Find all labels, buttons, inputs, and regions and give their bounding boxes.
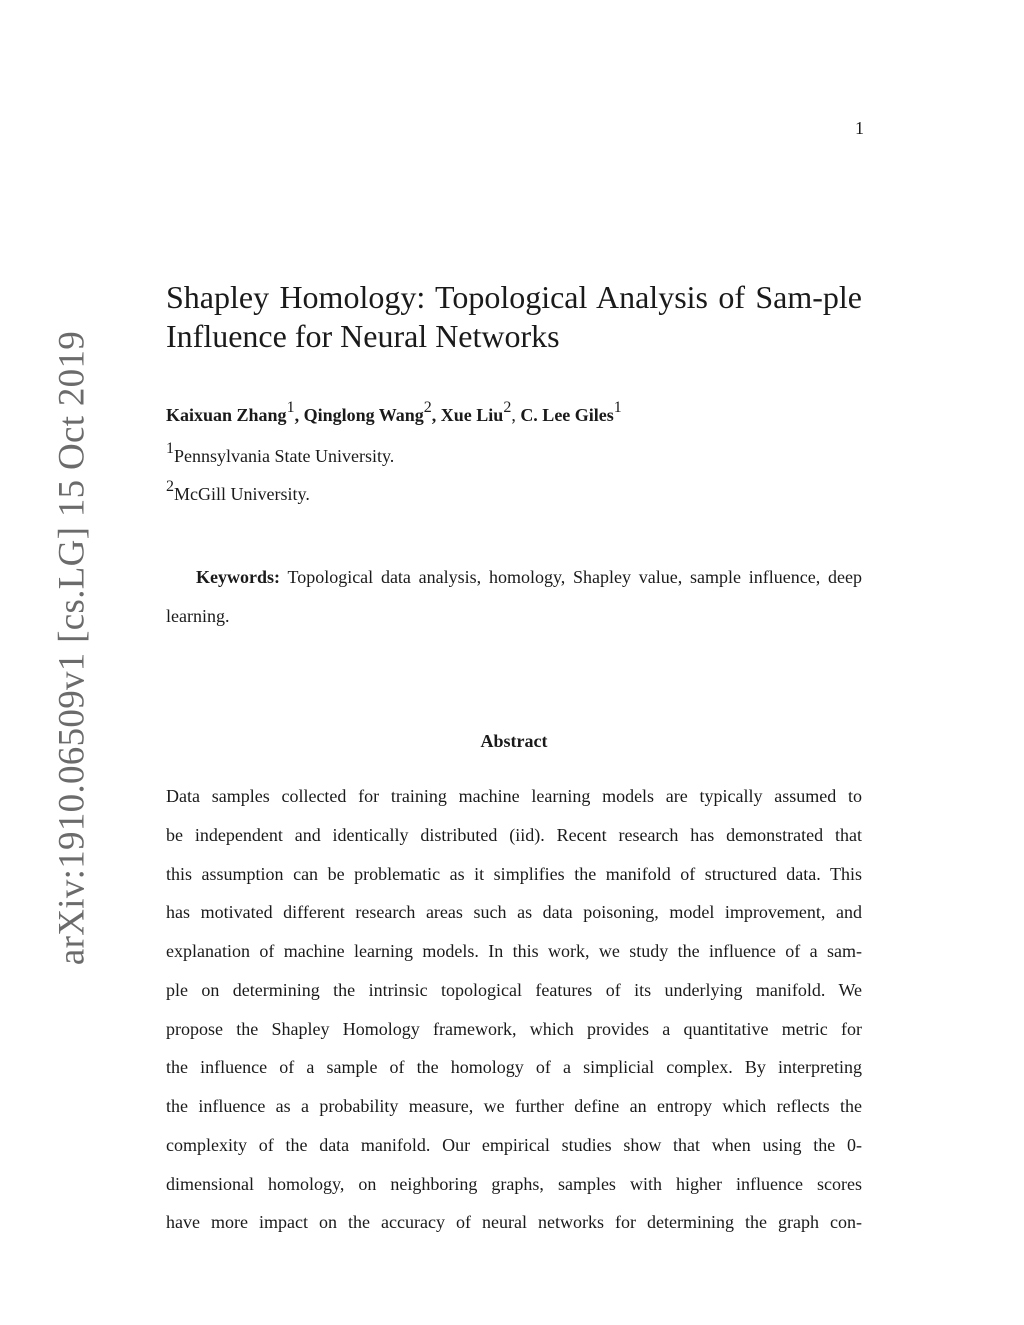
abstract-line: Data samples collected for training machine learning models are typically assumed to <box>166 786 862 806</box>
affiliation <box>166 478 310 507</box>
author-separator: , <box>294 405 304 425</box>
paper-title: Shapley Homology: Topological Analysis of Sam-ple Influence for Neural Networks <box>166 279 862 354</box>
abstract-line: have more impact on the accuracy of neural networks for determining the graph con- <box>166 1212 862 1233</box>
abstract-line: complexity of the data manifold. Our empirical studies show that when using the 0- <box>166 1134 862 1155</box>
author-name: C. Lee Giles <box>520 405 614 425</box>
author-affiliation-marker: 1 <box>613 399 622 417</box>
abstract-line: be independent and identically distributed (iid). Recent research has demonstrated that <box>166 824 862 845</box>
author-affiliation-marker: 2 <box>503 399 512 417</box>
affiliation-marker: 2 <box>166 478 174 496</box>
author-separator: , <box>511 405 521 425</box>
author-name: Xue Liu <box>440 405 504 425</box>
page-number: 1 <box>855 118 864 138</box>
abstract-line: dimensional homology, on neighboring graphs, samples with higher influence scores <box>166 1173 862 1194</box>
keywords-text: Topological data analysis, homology, Shapley value, sample influence, deep learning. <box>166 567 862 626</box>
author-name: Kaixuan Zhang <box>166 405 287 425</box>
keywords-paragraph <box>166 558 862 635</box>
affiliation <box>166 440 395 469</box>
author-name: Qinglong Wang <box>303 405 424 425</box>
abstract-heading: Abstract <box>480 731 548 751</box>
abstract-line: explanation of machine learning models. In this work, we study the influence of a sam- <box>166 941 862 961</box>
abstract-line: propose the Shapley Homology framework, which provides a quantitative metric for <box>166 1018 862 1039</box>
abstract-line: this assumption can be problematic as it simplifies the manifold of structured data. This <box>166 863 862 884</box>
abstract-body <box>166 777 862 1242</box>
author-separator: , <box>431 405 441 425</box>
abstract-line: has motivated different research areas such as data poisoning, model improvement, and <box>166 902 862 923</box>
keywords-label: Keywords: <box>196 567 280 587</box>
author-list <box>166 399 622 428</box>
author-affiliation-marker: 1 <box>286 399 295 417</box>
arxiv-stamp: arXiv:1910.06509v1 [cs.LG] 15 Oct 2019 <box>51 330 93 966</box>
abstract-line: ple on determining the intrinsic topological features of its underlying manifold. We <box>166 979 862 1000</box>
author-affiliation-marker: 2 <box>423 399 432 417</box>
affiliation-name: McGill University. <box>174 484 310 504</box>
abstract-line: the influence as a probability measure, we further define an entropy which reflects the <box>166 1096 862 1116</box>
affiliation-name: Pennsylvania State University. <box>174 446 395 466</box>
affiliation-marker: 1 <box>166 440 174 458</box>
abstract-line: the influence of a sample of the homology of a simplicial complex. By interpreting <box>166 1057 862 1078</box>
